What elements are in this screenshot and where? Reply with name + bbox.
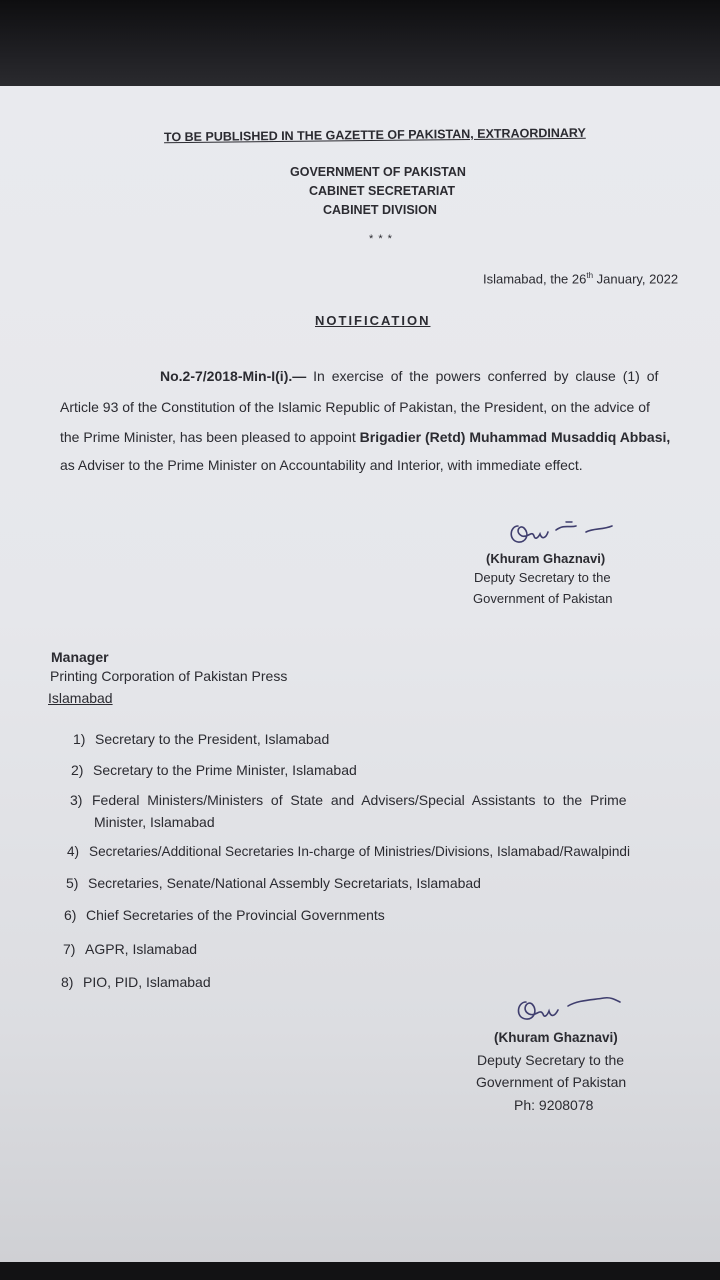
signatory-name-2: (Khuram Ghaznavi) — [494, 1030, 618, 1045]
signatory-title-1a: Deputy Secretary to the — [474, 570, 611, 585]
copy-item-number: 7) — [63, 941, 76, 957]
copy-item-4 — [67, 844, 630, 859]
copy-item-3 — [70, 792, 627, 808]
copy-item-6 — [64, 907, 385, 923]
copy-item-text: Secretaries, Senate/National Assembly Secretariats, Islamabad — [88, 875, 481, 891]
separator-stars: * * * — [369, 233, 393, 245]
body-line-4: as Adviser to the Prime Minister on Accountability and Interior, with immediate effect. — [60, 457, 583, 473]
copy-item-text: Federal Ministers/Ministers of State and Advisers/Special Assistants to the Prime — [92, 792, 627, 808]
date-prefix: Islamabad, the 26 — [483, 271, 587, 287]
copy-item-number: 6) — [64, 907, 77, 923]
copy-item-3-continuation: Minister, Islamabad — [94, 814, 215, 830]
date-superscript: th — [586, 271, 594, 280]
date-suffix: January, 2022 — [593, 271, 679, 287]
body-line-2: Article 93 of the Constitution of the Islamic Republic of Pakistan, the President, on the advice of — [60, 399, 650, 415]
copy-item-7 — [63, 941, 197, 957]
gazette-heading: TO BE PUBLISHED IN THE GAZETTE OF PAKISTAN, EXTRAORDINARY — [163, 125, 586, 145]
copy-item-number: 4) — [67, 844, 80, 859]
recipient-organization: Printing Corporation of Pakistan Press — [50, 668, 288, 684]
recipient-role: Manager — [51, 649, 109, 665]
notification-body — [60, 368, 710, 478]
signatory-title-2b: Government of Pakistan — [476, 1074, 627, 1090]
body-line-1-text: In exercise of the powers conferred by clause (1) of — [306, 368, 659, 384]
notification-reference: No.2-7/2018-Min-I(i).— — [160, 368, 307, 384]
copy-item-number: 8) — [61, 974, 74, 990]
notification-heading: NOTIFICATION — [315, 313, 431, 328]
photo-bottom-background — [0, 1262, 720, 1280]
copy-item-1 — [73, 731, 329, 747]
copy-item-text: Secretary to the Prime Minister, Islamabad — [93, 762, 357, 778]
copy-item-text: Chief Secretaries of the Provincial Governments — [86, 907, 385, 923]
division-name: CABINET DIVISION — [323, 203, 437, 217]
photo-top-background — [0, 0, 720, 92]
copy-item-text: Secretaries/Additional Secretaries In-charge of Ministries/Divisions, Islamabad/Rawalpindi — [89, 844, 630, 859]
copy-item-text: AGPR, Islamabad — [85, 941, 198, 957]
copy-item-5 — [66, 875, 481, 891]
copy-item-2 — [71, 762, 357, 778]
copy-item-text: PIO, PID, Islamabad — [83, 974, 211, 990]
signatory-title-2a: Deputy Secretary to the — [477, 1052, 625, 1068]
body-line-3 — [60, 429, 670, 445]
signatory-name-1: (Khuram Ghaznavi) — [486, 551, 606, 566]
appointee-name: Brigadier (Retd) Muhammad Musaddiq Abbasi, — [359, 429, 671, 445]
copy-item-8 — [61, 974, 211, 990]
document-page — [0, 86, 720, 1264]
copy-item-number: 5) — [66, 875, 79, 891]
copy-item-number: 2) — [71, 762, 84, 778]
signature-2 — [512, 988, 632, 1032]
recipient-city: Islamabad — [48, 690, 113, 706]
secretariat-name: CABINET SECRETARIAT — [309, 184, 456, 198]
signatory-phone: Ph: 9208078 — [514, 1097, 594, 1113]
signatory-title-1b: Government of Pakistan — [473, 591, 613, 606]
copy-item-number: 1) — [73, 731, 86, 747]
copy-item-text: Secretary to the President, Islamabad — [95, 731, 330, 747]
government-name: GOVERNMENT OF PAKISTAN — [290, 165, 466, 179]
copy-item-number: 3) — [70, 792, 83, 808]
body-line-3-text: the Prime Minister, has been pleased to appoint — [60, 429, 360, 445]
signature-1 — [504, 510, 624, 554]
body-line-1 — [160, 368, 658, 384]
date-line — [483, 271, 678, 286]
